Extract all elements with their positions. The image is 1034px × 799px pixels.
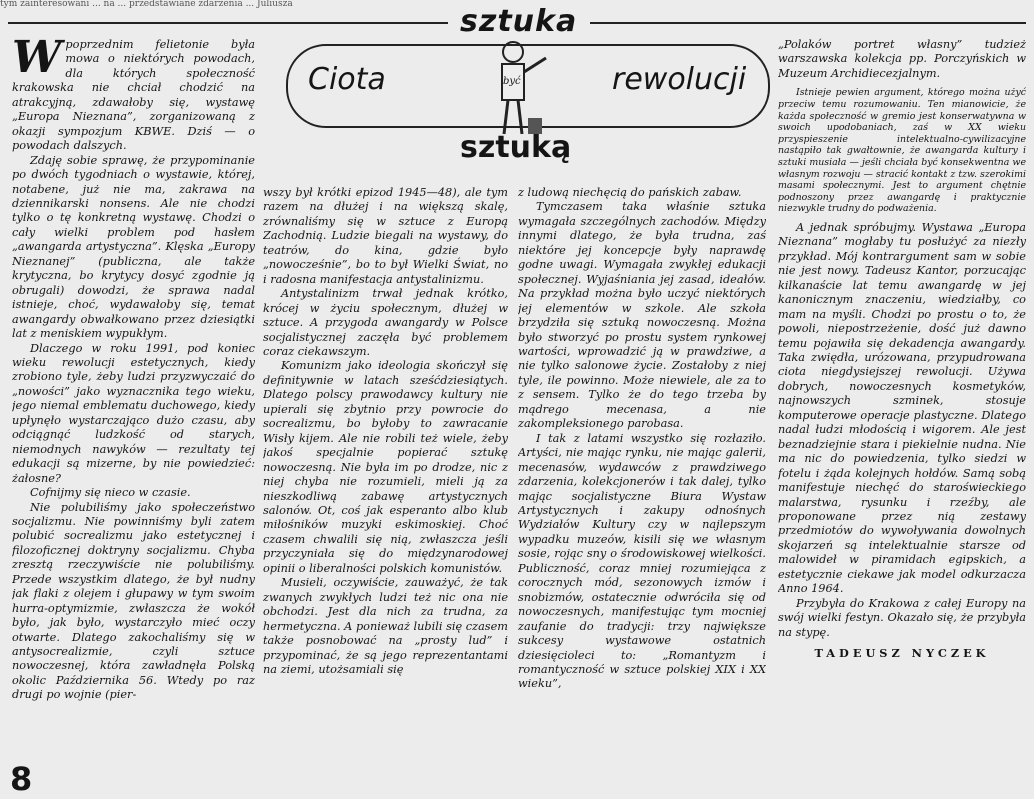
- paragraph: poprzednim felietonie była mowa o niektórych powodach, dla których społeczność krakowska nie chciał chodzić na atrakcyjną, zdawałoby się, wystawę „Europa Nieznana”, zorganizowaną z okazji sympozjum KBWE. Dziś — o powodach dalszych.: [12, 38, 255, 153]
- paragraph: Zdaję sobie sprawę, że przypominanie po dwóch tygodniach o wystawie, której, notabene, już nie ma, zakrawa na dziennikarski nonsens. Ale nie chodzi tylko o tę konkretną wystawę. Chodzi o cały wielki problem pod hasłem „awangarda artystyczna”. Klęska „Europy Nieznanej” (publiczna, ale także krytyczna, bo krytycy dosyć zgodnie ją obrugali) dowodzi, że sprawa nadal istnieje, choć, wydawałoby się, temat awangardy obwałkowano przez dziesiątki lat z meniskiem wypukłym.: [12, 153, 255, 341]
- paragraph: I tak z latami wszystko się rozłaziło. Artyści, nie mając rynku, nie mając galerii, mecenasów, wydawców z prawdziwego zdarzenia, kolekcjonerów i tak dalej, tylko mając socjalistyczne Biura Wystaw Artystycznych i zakupy odnośnych Wydziałów Kultury czy w najlepszym wypadku muzeów, kisili się we własnym sosie, rojąc sny o środowiskowej wielkości. Publiczność, coraz mniej rozumiejąca z corocznych mód, sezonowych izmów i snobizmów, ostatecznie odwróciła się od nowoczesnych, manifestując tym mocniej zaufanie do tradycji: trzy największe sukcesy wystawowe ostatnich dziesięcioleci to: „Romantyzm i romantyczność w sztuce polskiej XIX i XX wieku”,: [518, 431, 766, 691]
- paragraph: wszy był krótki epizod 1945—48), ale tym razem na dłużej i na większą skalę, zrównaliśmy się w sztuce z Europą Zachodnią. Ludzie biegali na wystawy, do teatrów, do kina, gdzie było „nowocześnie”, bo to był Wielki Świat, no i radosna manifestacja antystalinizmu.: [263, 186, 508, 286]
- header-rule-left: [8, 22, 448, 24]
- top-cut-text: tym zainteresowani ... na ... przedstawiane zdarzenia ... Juliusza: [0, 0, 293, 9]
- author-byline: TADEUSZ NYCZEK: [814, 646, 990, 661]
- title-right: rewolucji: [612, 62, 747, 97]
- page-number: 8: [10, 760, 33, 798]
- paragraph: Cofnijmy się nieco w czasie.: [30, 486, 191, 500]
- paragraph: z ludową niechęcią do pańskich zabaw.: [518, 186, 742, 199]
- kicker-bottom: sztuką: [460, 130, 572, 165]
- paragraph: Nie polubiliśmy jako społeczeństwo socjalizmu. Nie powinniśmy byli zatem polubić socrealizmu jako estetycznej i filozoficznej doktryny socjalizmu. Chyba zresztą rzeczywiście nie polubiliśmy. Przede wszystkim dlatego, że był nudny jak flaki z olejem i głupawy w tym swoim hurra-optymizmie, zwłaszcza że wokół było, jak było, wystarczyło mieć oczy otwarte. Dlatego zakochaliśmy się w antysocrealizmie, czyli sztuce nowoczesnej, która zawładnęła Polską okolic Października 56. Wtedy po raz drugi po wojnie (pier-: [12, 500, 255, 702]
- paragraph: A jednak spróbujmy. Wystawa „Europa Nieznana” mogłaby tu posłużyć za niezły przykład. Mój kontrargument sam w sobie nie jest nowy. Tadeusz Kantor, porzucając kilkanaście lat temu awangardę w jej kanonicznym znaczeniu, wiedziałby, co mam na myśli. Chodzi po prostu o to, że powoli, niepostrzeżenie, dość już dawno temu pojawiła się dekadencja awangardy. Taka zwiędła, urózowana, przypudrowana ciota niegdysiejszej rewolucji. Używa dobrych, nowoczesnych kosmetyków, najnowszych szminek, stosuje komputerowe operacje plastyczne. Dlatego nadal łudzi młodością i wigorem. Ale jest beznadziejnie stara i piekielnie nudna. Nie ma nic do powiedzenia, tylko siedzi w fotelu i żąda kolejnych hołdów. Samą sobą manifestuje niechęć do staroświeckiego malarstwa, rysunku i rzeźby, ale proponowane przez nią zestawy przedmiotów do wywoływania dowolnych skojarzeń są intelektualnie starsze od malowideł w piramidach egipskich, a estetycznie ciekawe jak model odkurzacza Anno 1964.: [778, 220, 1026, 596]
- paragraph: Antystalinizm trwał jednak krótko, krócej w życiu społecznym, dłużej w sztuce. A przygoda awangardy w Polsce socjalistycznej zaczęła być problemem coraz ciekawszym.: [263, 287, 508, 358]
- aside-note: Istnieje pewien argument, którego można użyć przeciw temu rozumowaniu. Ten mianowicie, że każda społeczność w gremio jest konserwatywna w swoich upodobaniach, zaś w XX wieku przyspieszenie intelektualno-cywilizacyjne nastąpiło tak gwałtownie, że awangarda kultury i sztuki musiała — jeśli chciała być konsekwentna we własnym rozwoju — stracić kontakt z tzw. szerokimi masami społecznymi. Jest to argument chętnie podnoszony przez awangardę i praktycznie niezwykle trudny do podważenia.: [778, 87, 1026, 215]
- paragraph: Tymczasem taka właśnie sztuka wymagała szczególnych zachodów. Między innymi dlatego, że była trudna, zaś niektóre jej koncepcje były naprawdę godne uwagi. Wymagała zwykłej edukacji społecznej. Wyjaśniania jej zasad, ideałów. Na przykład można było uczyć niektórych jej elementów w szkole. Ale szkoła brzydziła się sztuką nowoczesną. Można było stworzyć po prostu system rynkowej wartości, wprowadzić ją w prawdziwe, a nie tylko salonowe życie. Zostałoby z niej tyle, ile powinno. Może niewiele, ale za to z sensem. Tylko że do tego trzeba by mądrego mecenasa, a nie zakompleksionego parobasa.: [518, 200, 766, 431]
- paragraph: Komunizm jako ideologia skończył się definitywnie w latach sześćdziesiątych. Dlatego polscy prawodawcy kultury nie upierali się zbytnio przy powrocie do socrealizmu, bo byłoby to zawracanie Wisły kijem. Ale nie robili też wiele, żeby jakoś specjalnie popierać sztukę nowoczesną. Nie była im po drodze, nic z niej chyba nie rozumieli, mieli ją za nieszkodliwą zabawę artystycznych salonów. Ot, coś jak esperanto albo klub miłośników muzyki eskimoskiej. Choć czasem chwalili się nią, zwłaszcza jeśli przyczyniała się do międzynarodowej opinii o liberalności polskich komunistów.: [263, 359, 508, 575]
- column-4: [778, 38, 1026, 794]
- kicker-top: sztuka: [460, 4, 578, 39]
- paragraph: „Polaków portret własny” tudzież warszawska kolekcja pp. Porczyńskich w Muzeum Archidiecezjalnym.: [778, 38, 1026, 80]
- column-1: [12, 38, 255, 758]
- painter-figure-icon: [468, 34, 558, 144]
- paragraph: Musieli, oczywiście, zauważyć, że tak zwanych zwykłych ludzi też nic ona nie obchodzi. Jest dla nich za trudna, za hermetyczna. A ponieważ lubili się czasem także posnobować na „prosty lud” i przypominać, że są jego reprezentantami na ziemi, utożsamiali się: [263, 576, 508, 676]
- paragraph: Dlaczego w roku 1991, pod koniec wieku rewolucji estetycznych, kiedy zrobiono tyle, żeby ludzi przyzwyczaić do „nowości” jako wyznacznika tego wieku, jego niemal emblematu duchowego, kiedy upłynęło wystarczająco dużo czasu, aby odciągnąć ludzkość od starych, niemodnych nawyków — rezultaty tej edukacji są mizerne, by nie powiedzieć: żałosne?: [12, 341, 255, 485]
- header-rule-right: [590, 22, 1026, 24]
- title-left: Ciota: [308, 62, 386, 97]
- column-3: [518, 186, 766, 794]
- dropcap: W: [12, 38, 62, 83]
- title-mid: być: [503, 76, 521, 87]
- column-2: [263, 186, 508, 794]
- paragraph: Przybyła do Krakowa z całej Europy na swój wielki festyn. Okazało się, że przybyła na stypę.: [778, 596, 1026, 639]
